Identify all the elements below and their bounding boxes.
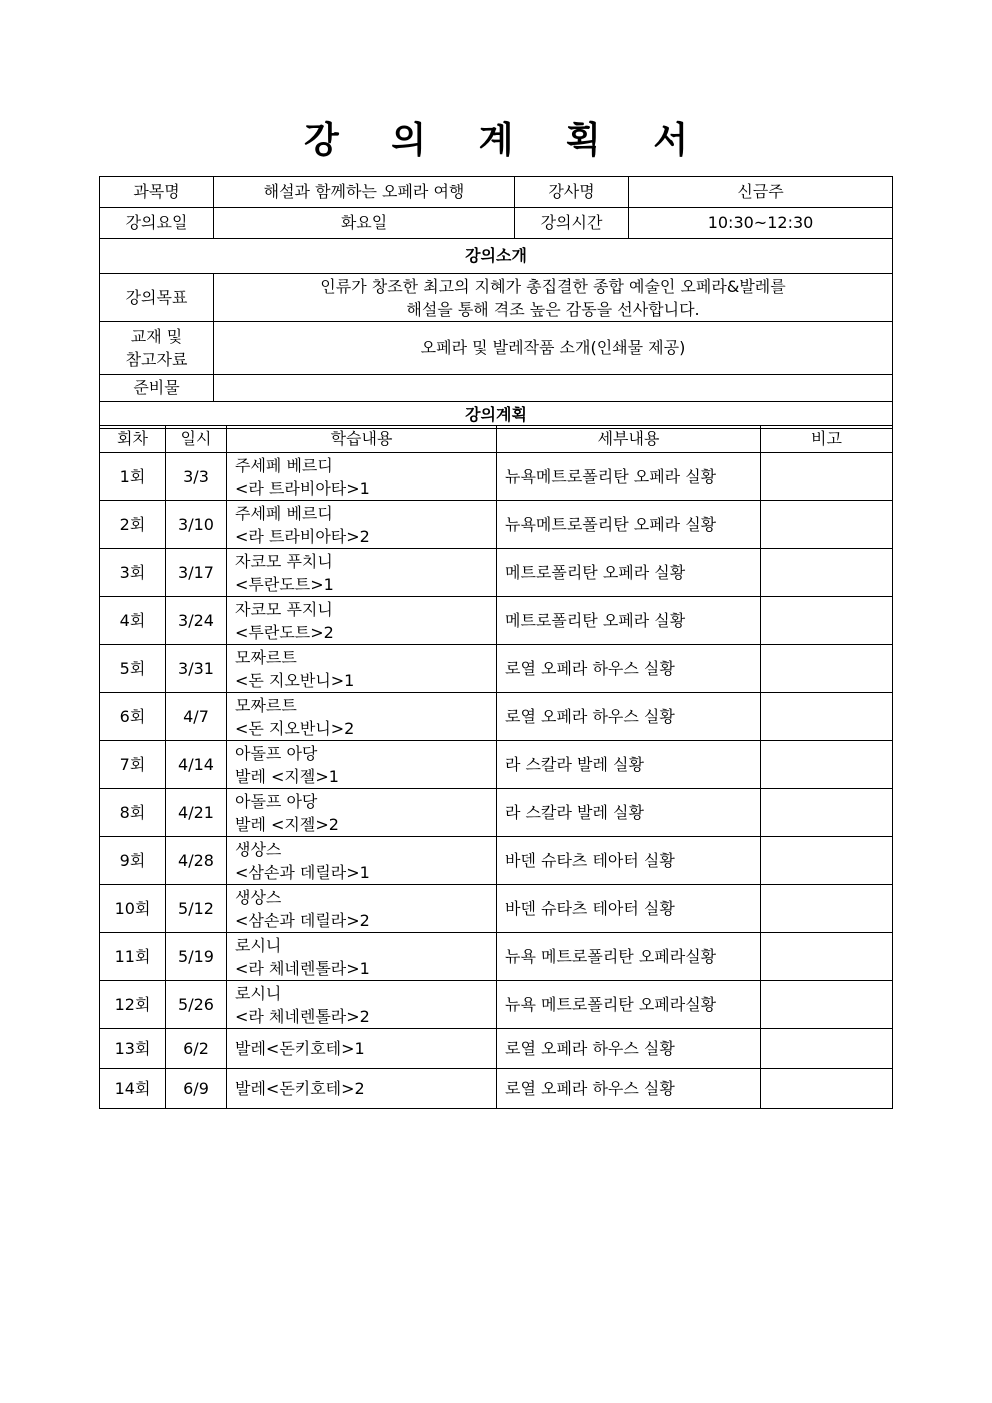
note-cell [761,1029,893,1069]
table-row [100,549,893,597]
goal-line-2: 해설을 통해 격조 높은 감동을 선사합니다. [406,299,700,319]
goal-label: 강의목표 [100,274,214,322]
date-cell: 3/3 [166,453,227,501]
time-label: 강의시간 [515,208,629,239]
content-line-2: <라 체네렌톨라>1 [235,958,370,978]
detail-cell: 라 스칼라 발레 실황 [497,741,761,789]
content-cell [227,645,497,693]
date-cell: 4/21 [166,789,227,837]
date-cell: 3/31 [166,645,227,693]
plan-heading: 강의계획 [100,402,893,429]
content-line-1: 생상스 [235,839,282,859]
note-cell [761,885,893,933]
table-row [100,885,893,933]
content-cell [227,597,497,645]
content-line-1: 발레<돈키호테>1 [235,1039,365,1058]
content-cell [227,885,497,933]
table-row [100,645,893,693]
session-cell: 7회 [100,741,166,789]
content-line-2: <라 트라비아타>1 [235,478,370,498]
date-cell: 3/17 [166,549,227,597]
content-cell [227,981,497,1029]
content-cell [227,837,497,885]
materials-label-line-1: 교재 및 [130,327,183,346]
note-cell [761,933,893,981]
content-line-1: 모짜르트 [235,647,297,667]
materials-value: 오페라 및 발레작품 소개(인쇄물 제공) [214,322,893,375]
session-cell: 1회 [100,453,166,501]
content-line-2: <돈 지오반니>2 [235,718,355,738]
content-line-2: <돈 지오반니>1 [235,670,355,690]
content-line-2: <삼손과 데릴라>2 [235,910,370,930]
session-cell: 14회 [100,1069,166,1109]
note-cell [761,981,893,1029]
intro-heading: 강의소개 [100,239,893,274]
content-cell [227,933,497,981]
detail-cell: 메트로폴리탄 오페라 실황 [497,549,761,597]
content-cell [227,1069,497,1109]
table-row [100,741,893,789]
table-row [100,453,893,501]
header-content: 학습내용 [227,426,497,453]
materials-label [100,322,214,375]
session-cell: 3회 [100,549,166,597]
header-note: 비고 [761,426,893,453]
date-cell: 4/28 [166,837,227,885]
table-row [100,693,893,741]
instructor-label: 강사명 [515,177,629,208]
content-line-2: 발레 <지젤>1 [235,766,339,786]
date-cell: 4/7 [166,693,227,741]
content-line-2: <삼손과 데릴라>1 [235,862,370,882]
content-line-1: 아돌프 아당 [235,791,318,811]
session-cell: 4회 [100,597,166,645]
date-cell: 5/26 [166,981,227,1029]
day-value: 화요일 [214,208,515,239]
session-cell: 6회 [100,693,166,741]
table-row [100,597,893,645]
content-cell [227,693,497,741]
day-label: 강의요일 [100,208,214,239]
prep-label: 준비물 [100,375,214,402]
goal-line-1: 인류가 창조한 최고의 지혜가 총집결한 종합 예술인 오페라&발레를 [320,276,786,296]
session-cell: 9회 [100,837,166,885]
date-cell: 4/14 [166,741,227,789]
content-cell [227,741,497,789]
note-cell [761,741,893,789]
content-line-1: 자코모 푸지니 [235,599,333,619]
content-line-2: <투란도트>2 [235,622,334,642]
session-cell: 10회 [100,885,166,933]
content-cell [227,501,497,549]
session-cell: 2회 [100,501,166,549]
page-title: 강 의 계 획 서 [303,120,708,161]
content-line-1: 주세페 베르디 [235,503,333,523]
content-line-1: 모짜르트 [235,695,297,715]
note-cell [761,837,893,885]
content-line-2: <라 체네렌톨라>2 [235,1006,370,1026]
date-cell: 5/12 [166,885,227,933]
goal-value [214,274,893,322]
course-name-value: 해설과 함께하는 오페라 여행 [214,177,515,208]
note-cell [761,453,893,501]
content-line-1: 로시니 [235,935,282,955]
table-row [100,981,893,1029]
content-cell [227,1029,497,1069]
detail-cell: 뉴욕메트로폴리탄 오페라 실황 [497,501,761,549]
date-cell: 3/10 [166,501,227,549]
detail-cell: 바덴 슈타츠 테아터 실황 [497,885,761,933]
materials-label-line-2: 참고자료 [125,350,188,369]
instructor-value: 신금주 [629,177,893,208]
content-cell [227,789,497,837]
content-cell [227,453,497,501]
detail-cell: 로열 오페라 하우스 실황 [497,693,761,741]
content-line-2: 발레 <지젤>2 [235,814,339,834]
table-row [100,501,893,549]
session-cell: 5회 [100,645,166,693]
table-row [100,1029,893,1069]
detail-cell: 로열 오페라 하우스 실황 [497,645,761,693]
detail-cell: 뉴욕 메트로폴리탄 오페라실황 [497,981,761,1029]
course-info-table [99,176,893,429]
content-line-1: 아돌프 아당 [235,743,318,763]
note-cell [761,1069,893,1109]
date-cell: 5/19 [166,933,227,981]
session-cell: 13회 [100,1029,166,1069]
note-cell [761,501,893,549]
session-cell: 12회 [100,981,166,1029]
content-line-1: 로시니 [235,983,282,1003]
note-cell [761,789,893,837]
content-line-2: <투란도트>1 [235,574,334,594]
detail-cell: 로열 오페라 하우스 실황 [497,1029,761,1069]
header-date: 일시 [166,426,227,453]
note-cell [761,549,893,597]
course-name-label: 과목명 [100,177,214,208]
content-cell [227,549,497,597]
content-line-1: 주세페 베르디 [235,455,333,475]
session-cell: 8회 [100,789,166,837]
header-detail: 세부내용 [497,426,761,453]
prep-value [214,375,893,402]
detail-cell: 뉴욕 메트로폴리탄 오페라실황 [497,933,761,981]
header-session: 회차 [100,426,166,453]
note-cell [761,693,893,741]
note-cell [761,597,893,645]
content-line-1: 생상스 [235,887,282,907]
table-row [100,789,893,837]
table-row [100,1069,893,1109]
session-cell: 11회 [100,933,166,981]
content-line-1: 자코모 푸치니 [235,551,333,571]
table-row [100,933,893,981]
time-value: 10:30~12:30 [629,208,893,239]
table-row [100,837,893,885]
date-cell: 6/2 [166,1029,227,1069]
date-cell: 3/24 [166,597,227,645]
note-cell [761,645,893,693]
content-line-1: 발레<돈키호테>2 [235,1079,365,1098]
detail-cell: 라 스칼라 발레 실황 [497,789,761,837]
detail-cell: 뉴욕메트로폴리탄 오페라 실황 [497,453,761,501]
date-cell: 6/9 [166,1069,227,1109]
detail-cell: 로열 오페라 하우스 실황 [497,1069,761,1109]
detail-cell: 메트로폴리탄 오페라 실황 [497,597,761,645]
detail-cell: 바덴 슈타츠 테아터 실황 [497,837,761,885]
content-line-2: <라 트라비아타>2 [235,526,370,546]
lecture-plan-table [99,425,893,1109]
